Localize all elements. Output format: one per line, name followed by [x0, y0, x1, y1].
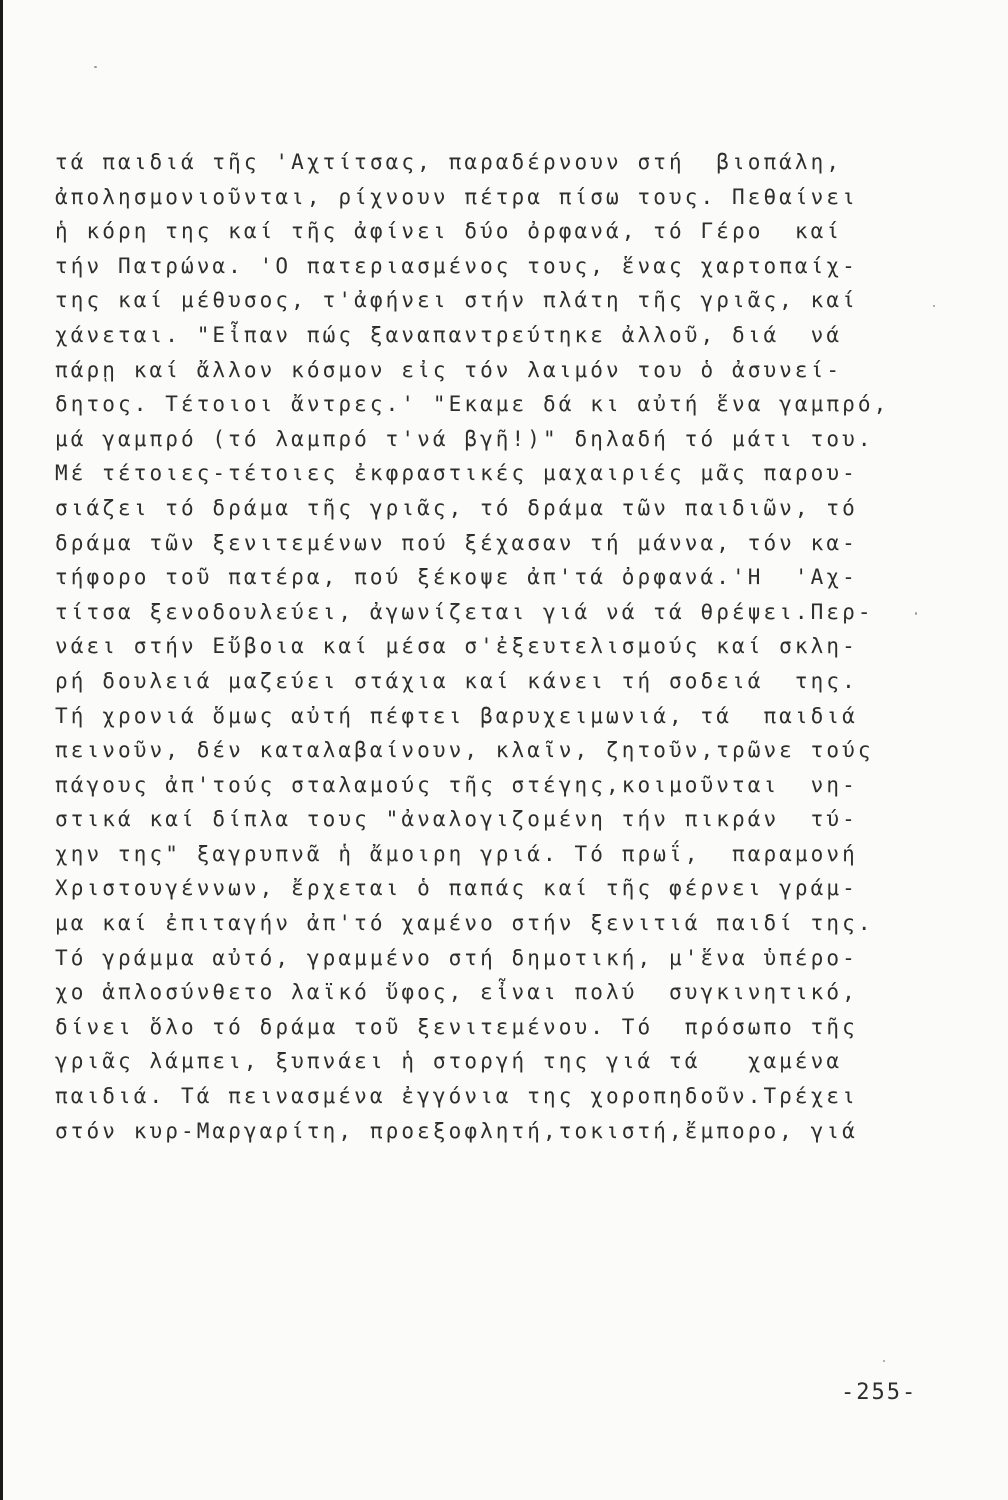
text-line: δράμα τῶν ξενιτεμένων πού ξέχασαν τή μάννα, τόν κα-	[55, 530, 858, 555]
text-line: χην της" ξαγρυπνᾶ ἡ ἄμοιρη γριά. Τό πρωΐ, παραμονή	[55, 841, 858, 866]
scan-speck	[933, 305, 935, 307]
text-line: Χριστουγέννων, ἔρχεται ὁ παπάς καί τῆς φέρνει γράμ-	[55, 876, 858, 901]
text-line: δητος. Τέτοιοι ἄντρες.' "Εκαμε δά κι αὐτή ἕνα γαμπρό,	[55, 392, 890, 417]
text-line: πάρῃ καί ἄλλον κόσμον εἰς τόν λαιμόν του ὁ ἀσυνεί-	[55, 357, 843, 382]
scan-speck	[883, 1360, 885, 1362]
text-line: Τό γράμμα αὐτό, γραμμένο στή δημοτική, μ'ἕνα ὑπέρο-	[55, 945, 858, 970]
text-line: πάγους ἀπ'τούς σταλαμούς τῆς στέγης,κοιμοῦνται νη-	[55, 772, 858, 797]
text-line: της καί μέθυσος, τ'ἀφήνει στήν πλάτη τῆς γριᾶς, καί	[55, 288, 858, 313]
text-line: τήν Πατρώνα. 'Ο πατεριασμένος τους, ἕνας χαρτοπαίχ-	[55, 253, 858, 278]
text-line: δίνει ὅλο τό δράμα τοῦ ξενιτεμένου. Τό πρόσωπο τῆς	[55, 1014, 858, 1039]
text-line: σιάζει τό δράμα τῆς γριᾶς, τό δράμα τῶν παιδιῶν, τό	[55, 495, 858, 520]
text-line: ρή δουλειά μαζεύει στάχια καί κάνει τή σοδειά της.	[55, 668, 858, 693]
text-line: Μέ τέτοιες-τέτοιες ἐκφραστικές μαχαιριές μᾶς παρου-	[55, 461, 858, 486]
body-text	[55, 145, 940, 1148]
text-line: στικά καί δίπλα τους "ἀναλογιζομένη τήν πικράν τύ-	[55, 807, 858, 832]
text-line: πεινοῦν, δέν καταλαβαίνουν, κλαῖν, ζητοῦν,τρῶνε τούς	[55, 738, 874, 763]
text-line: μα καί ἐπιταγήν ἀπ'τό χαμένο στήν ξενιτιά παιδί της.	[55, 911, 874, 936]
text-line: στόν κυρ-Μαργαρίτη, προεξοφλητή,τοκιστή,ἔμπορο, γιά	[55, 1118, 858, 1143]
text-line: ἡ κόρη της καί τῆς ἀφίνει δύο ὀρφανά, τό Γέρο καί	[55, 219, 843, 244]
text-line: τά παιδιά τῆς 'Αχτίτσας, παραδέρνουν στή βιοπάλη,	[55, 150, 843, 174]
page-number: -255-	[841, 1380, 918, 1405]
text-line: μά γαμπρό (τό λαμπρό τ'νά βγῆ!)" δηλαδή τό μάτι του.	[55, 426, 874, 451]
text-line: παιδιά. Τά πεινασμένα ἐγγόνια της χοροπηδοῦν.Τρέχει	[55, 1084, 858, 1109]
text-line: τίτσα ξενοδουλεύει, ἀγωνίζεται γιά νά τά θρέψει.Περ-	[55, 599, 874, 624]
text-line: τήφορο τοῦ πατέρα, πού ξέκοψε ἀπ'τά ὀρφανά.'Η 'Αχ-	[55, 565, 858, 590]
text-line: χο ἁπλοσύνθετο λαϊκό ὕφος, εἶναι πολύ συγκινητικό,	[55, 980, 858, 1005]
scan-speck	[915, 612, 917, 615]
text-line: νάει στήν Εὔβοια καί μέσα σ'ἐξευτελισμούς καί σκλη-	[55, 634, 858, 659]
text-line: χάνεται. "Εἶπαν πώς ξαναπαντρεύτηκε ἀλλοῦ, διά νά	[55, 322, 843, 347]
text-line: γριᾶς λάμπει, ξυπνάει ἡ στοργή της γιά τά χαμένα	[55, 1049, 843, 1074]
text-line: Τή χρονιά ὅμως αὐτή πέφτει βαρυχειμωνιά, τά παιδιά	[55, 703, 858, 728]
scan-speck	[94, 66, 97, 68]
text-line: ἀπολησμονιοῦνται, ρίχνουν πέτρα πίσω τους. Πεθαίνει	[55, 184, 858, 209]
